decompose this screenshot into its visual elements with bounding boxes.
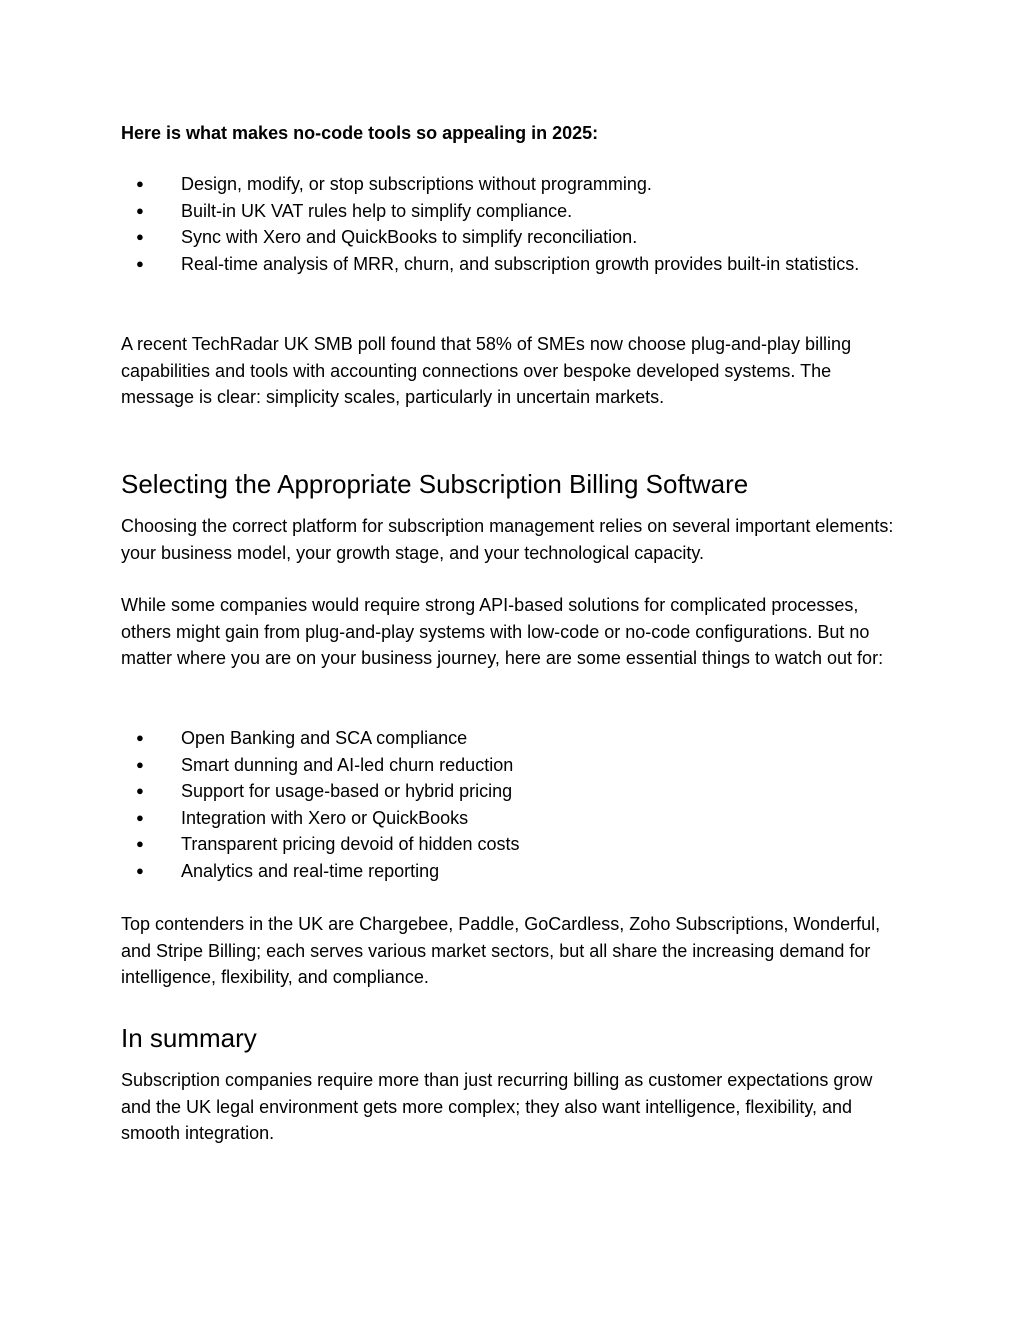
bullet-icon: ●: [136, 756, 144, 772]
intro-bullet-list: [121, 171, 881, 277]
intro-heading: Here is what makes no-code tools so appealing in 2025:: [121, 123, 599, 143]
section-heading-summary: In summary: [121, 1023, 257, 1053]
list-item: ● Sync with Xero and QuickBooks to simplify reconciliation.: [121, 224, 881, 251]
bullet-icon: ●: [136, 862, 144, 878]
intro-paragraph: A recent TechRadar UK SMB poll found that 58% of SMEs now choose plug-and-play billing capabilities and tools with accounting connections over bespoke developed systems. The message is clear: simplicity scales, particularly in uncertain markets.: [121, 334, 852, 407]
selecting-paragraph-3: Top contenders in the UK are Chargebee, Paddle, GoCardless, Zoho Subscriptions, Wonderful, and Stripe Billing; each serves various market sectors, but all share the increasing demand for intelligence, flexibility, and compliance.: [121, 914, 881, 987]
list-item: ● Analytics and real-time reporting: [121, 858, 881, 885]
section-heading-selecting: Selecting the Appropriate Subscription Billing Software: [121, 469, 749, 499]
selecting-paragraph-2: While some companies would require strong API-based solutions for complicated processes, others might gain from plug-and-play systems with low-code or no-code configurations. But no matter where you are on your business journey, here are some essential things to watch out for:: [121, 595, 884, 668]
bullet-icon: ●: [136, 202, 144, 218]
bullet-icon: ●: [136, 229, 144, 244]
list-item: ● Real-time analysis of MRR, churn, and subscription growth provides built-in statistics.: [121, 251, 871, 278]
list-item: ● Integration with Xero or QuickBooks: [121, 805, 881, 832]
list-item: ● Transparent pricing devoid of hidden costs: [121, 831, 881, 858]
selecting-bullet-list: [121, 725, 881, 884]
list-item: ● Design, modify, or stop subscriptions without programming.: [121, 171, 881, 198]
list-item: ● Smart dunning and AI-led churn reduction: [121, 752, 881, 779]
bullet-icon: ●: [136, 730, 144, 745]
list-item: ● Open Banking and SCA compliance: [121, 725, 881, 752]
selecting-paragraph-1: Choosing the correct platform for subscription management relies on several important elements: your business model, your growth stage, and your technological capacity.: [121, 516, 894, 563]
bullet-icon: ●: [136, 255, 144, 271]
bullet-icon: ●: [136, 836, 144, 851]
bullet-icon: ●: [136, 176, 144, 191]
bullet-icon: ●: [136, 783, 144, 798]
list-item: ● Built-in UK VAT rules help to simplify compliance.: [121, 198, 881, 225]
bullet-icon: ●: [136, 809, 144, 825]
summary-paragraph: Subscription companies require more than just recurring billing as customer expectations grow and the UK legal environment gets more complex; they also want intelligence, flexibility, and smooth integration.: [121, 1070, 873, 1143]
list-item: ● Support for usage-based or hybrid pricing: [121, 778, 881, 805]
